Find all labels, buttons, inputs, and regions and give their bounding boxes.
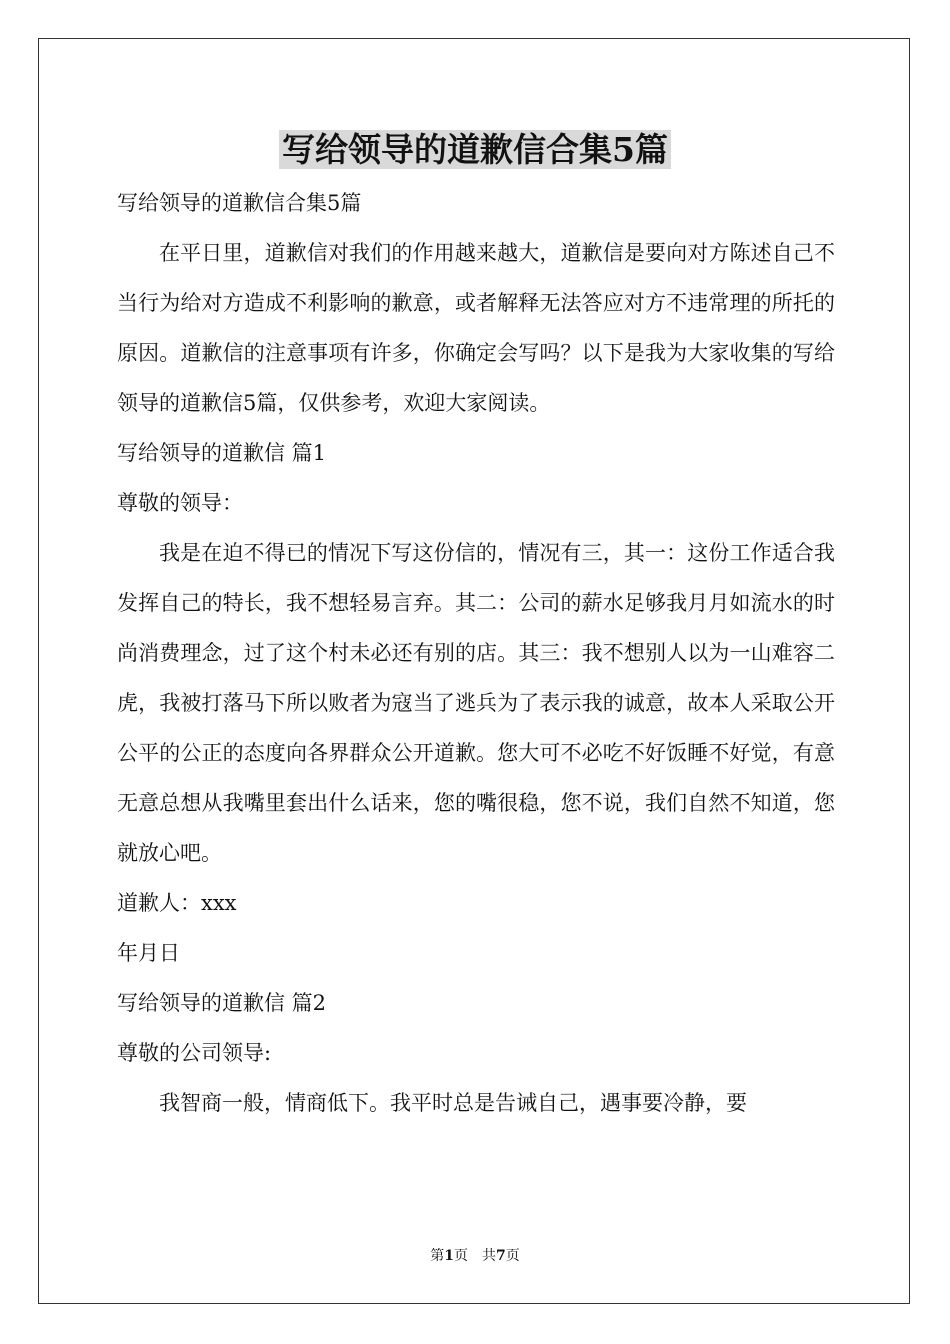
letter2-salutation: 尊敬的公司领导:	[117, 1041, 272, 1065]
letter1-date: 年月日	[117, 941, 180, 965]
letter1-body: 我是在迫不得已的情况下写这份信的，情况有三，其一：这份工作适合我发挥自己的特长，我不想轻易言弃。其二：公司的薪水足够我月月如流水的时尚消费理念，过了这个村未必还有别的店。其三：我不想别人以为一山难容二虎，我被打落马下所以败者为寇当了逃兵为了表示我的诚意，故本人采取公开公平的公正的态度向各界群众公开道歉。您大可不必吃不好饭睡不好觉，有意无意总想从我嘴里套出什么话来，您的嘴很稳，您不说，我们自然不知道，您就放心吧。	[117, 541, 835, 865]
footer-page-mid: 页 共	[454, 1248, 496, 1264]
letter2-body: 我智商一般，情商低下。我平时总是告诫自己，遇事要冷静，要	[159, 1091, 747, 1115]
document-title	[0, 128, 950, 172]
subtitle: 写给领导的道歉信合集5篇	[117, 191, 362, 215]
footer-page-prefix: 第	[430, 1248, 445, 1264]
footer-page-total: 7	[496, 1248, 506, 1264]
letter2-heading: 写给领导的道歉信 篇2	[117, 991, 327, 1015]
letter1-signature: 道歉人：xxx	[117, 891, 237, 915]
letter1-salutation: 尊敬的领导：	[117, 491, 243, 515]
letter1-heading: 写给领导的道歉信 篇1	[117, 441, 327, 465]
footer-page-current: 1	[444, 1248, 454, 1264]
document-title-text: 写给领导的道歉信合集5篇	[279, 130, 671, 169]
intro-paragraph: 在平日里，道歉信对我们的作用越来越大，道歉信是要向对方陈述自己不当行为给对方造成不利影响的歉意，或者解释无法答应对方不违常理的所托的原因。道歉信的注意事项有许多，你确定会写吗？以下是我为大家收集的写给领导的道歉信5篇，仅供参考，欢迎大家阅读。	[117, 241, 835, 415]
footer-page-suffix: 页	[505, 1248, 520, 1264]
document-body	[117, 178, 835, 1128]
page-footer	[0, 1246, 950, 1266]
